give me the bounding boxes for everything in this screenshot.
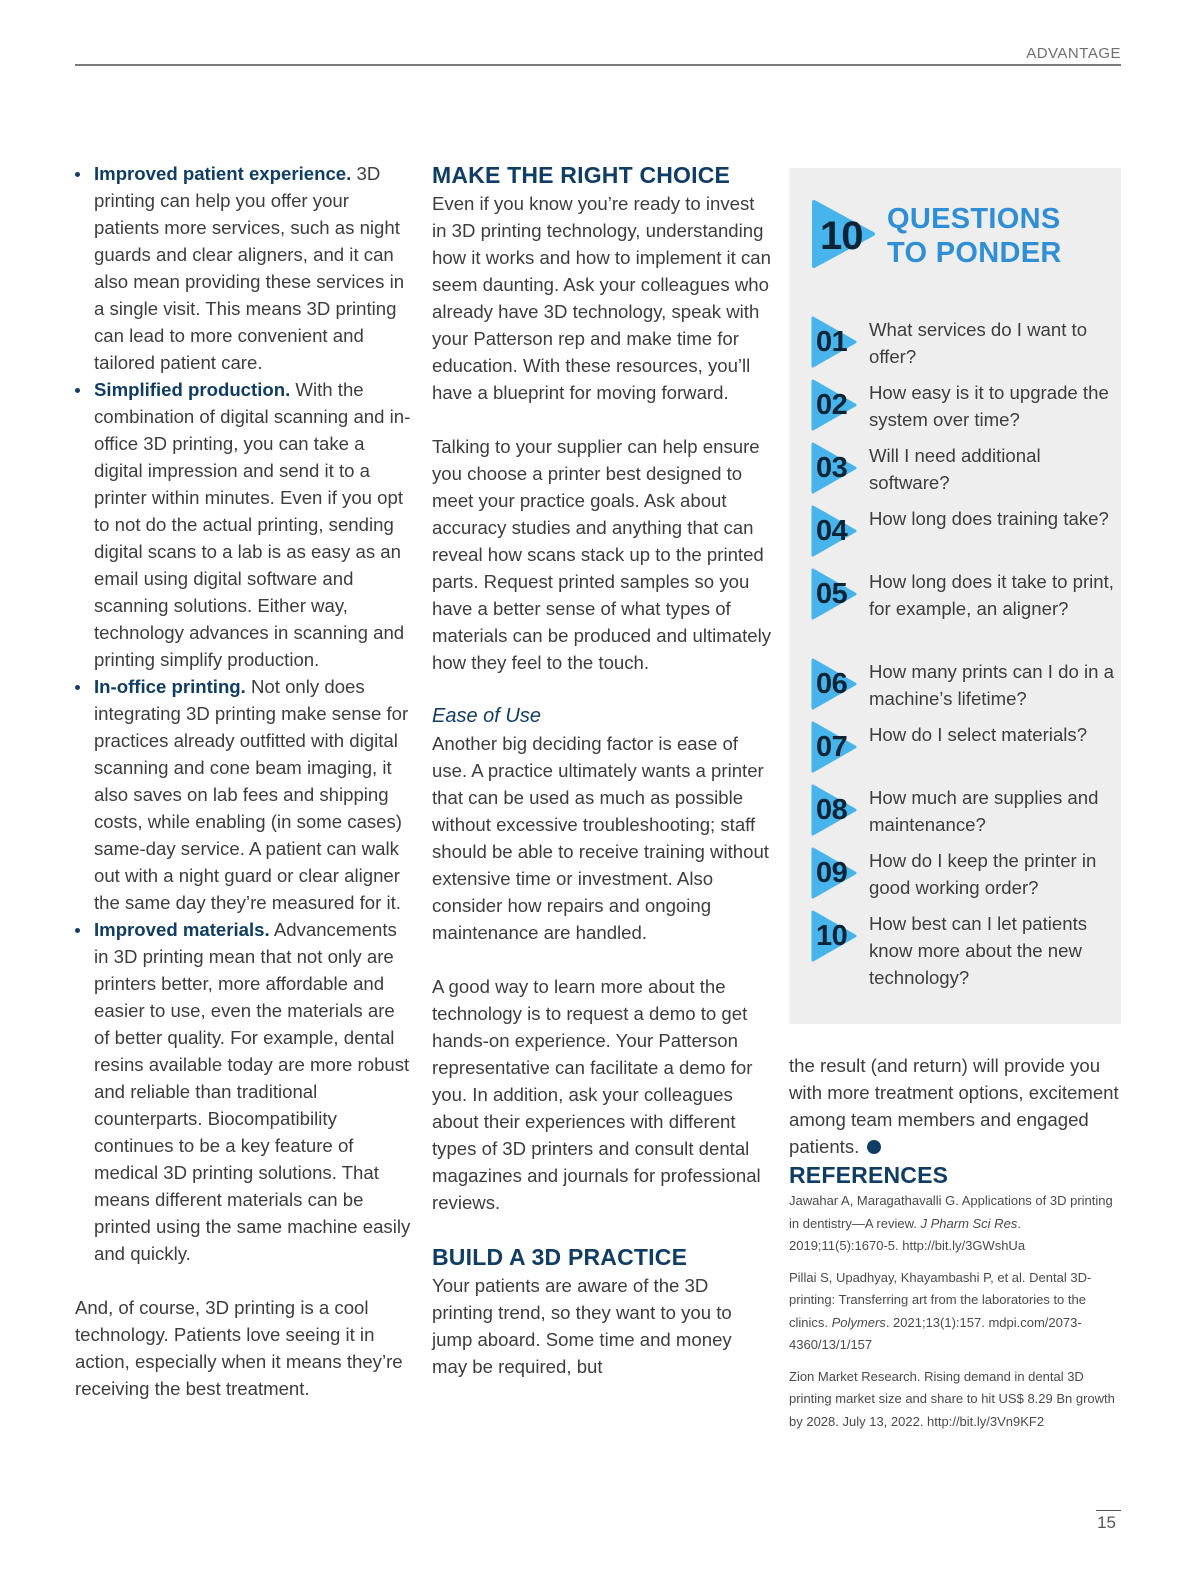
questions-sidebar (789, 168, 1121, 1024)
bullet-lead: Simplified production. (94, 379, 291, 400)
column-2 (432, 160, 772, 1380)
question-text: How many prints can I do in a machine’s lifetime? (869, 661, 1114, 709)
question-text: What services do I want to offer? (869, 319, 1088, 367)
question-number: 02 (816, 389, 848, 421)
reference-item (789, 1190, 1121, 1258)
question-number: 08 (816, 794, 848, 826)
question-badge (811, 784, 857, 836)
reference-text: . 2019;11(5):1670-5. http://bit.ly/3GWshUa (789, 1215, 1026, 1253)
references-heading: REFERENCES (789, 1162, 949, 1188)
reference-text: Zion Market Research. Rising demand in dental 3D printing market size and share to hit US$ 8.29 Bn growth by 2028. July 13, 2022. http://bit.ly/3Vn9KF2 (789, 1368, 1115, 1429)
question-badge (811, 658, 857, 710)
question-badge (811, 379, 857, 431)
question-number: 01 (816, 326, 848, 358)
end-mark-icon (867, 1140, 881, 1154)
bullet-text: With the combination of digital scanning and in-office 3D printing, you can take a digital impression and send it to a printer within minutes. Even if you opt to not do the actual printing, sending digital scans to a lab is as easy as an email using digital software and scanning solutions. Either way, technology advances in scanning and printing simplify production. (94, 379, 411, 670)
question-text: How long does it take to print, for example, an aligner? (869, 571, 1114, 619)
section-label: ADVANTAGE (1026, 45, 1121, 62)
list-item (75, 376, 415, 673)
bullet-lead: In-office printing. (94, 676, 246, 697)
reference-journal: J Pharm Sci Res (920, 1215, 1018, 1231)
reference-journal: Polymers (831, 1314, 886, 1330)
question-badge (811, 910, 857, 962)
question-text: How do I keep the printer in good working order? (869, 850, 1097, 898)
question-text: How best can I let patients know more about the new technology? (869, 913, 1088, 988)
paragraph: A good way to learn more about the technology is to request a demo to get hands-on experience. Your Patterson representative can facilitate a demo for you. In addition, ask your colleagues about their experiences with different types of 3D printers and consult dental magazines and journals for professional reviews. (432, 976, 761, 1213)
header-rule (75, 64, 1121, 66)
question-number: 10 (816, 920, 848, 952)
bullet-text: Advancements in 3D printing mean that not only are printers better, more affordable and easier to use, even the materials are of better quality. For example, dental resins available today are more robust and reliable than traditional counterparts. Biocompatibility continues to be a key feature of medical 3D printing solutions. That means different materials can be printed using the same machine easily and quickly. (94, 919, 411, 1264)
paragraph: Talking to your supplier can help ensure you choose a printer best designed to meet your practice goals. Ask about accuracy studies and anything that can reveal how scans stack up to the printed parts. Request printed samples so you have a better sense of what types of materials can be produced and ultimately how they feel to the touch. (432, 436, 772, 673)
question-badge (811, 505, 857, 557)
bullet-text: 3D printing can help you offer your patients more services, such as night guards and clear aligners, and it can also mean providing these services in a single visit. This means 3D printing can lead to more convenient and tailored patient care. (94, 163, 405, 373)
page-number-rule (1096, 1510, 1121, 1511)
list-item (75, 916, 415, 1267)
list-item (75, 673, 415, 916)
continuation-paragraph (789, 1052, 1121, 1160)
question-text: Will I need additional software? (869, 445, 1041, 493)
reference-text: Jawahar A, Maragathavalli G. Applications of 3D printing in dentistry—A review. (789, 1193, 1113, 1231)
column-1 (75, 160, 415, 1402)
paragraph: Even if you know you’re ready to invest in 3D printing technology, understanding how it works and how to implement it can seem daunting. Ask your colleagues who already have 3D technology, speak with your Patterson rep and make time for education. With these resources, you’ll have a blueprint for moving forward. (432, 193, 771, 403)
reference-item (789, 1366, 1121, 1434)
question-badge (811, 568, 857, 620)
bullet-lead: Improved patient experience. (94, 163, 352, 184)
sidebar-title-line: QUESTIONS (887, 203, 1061, 235)
question-text: How long does training take? (869, 508, 1109, 529)
sidebar-header (811, 200, 1111, 275)
question-badge (811, 721, 857, 773)
heading-make-the-right-choice: MAKE THE RIGHT CHOICE (432, 162, 731, 188)
question-number: 05 (816, 578, 848, 610)
questions-count: 10 (820, 214, 863, 258)
question-badge (811, 442, 857, 494)
page-number: 15 (1097, 1513, 1116, 1532)
reference-text: Pillai S, Upadhyay, Khayambashi P, et al. Dental 3D-printing: Transferring art from the laboratories to the clinics. (789, 1269, 1092, 1330)
subheading-ease-of-use: Ease of Use (432, 705, 541, 727)
column-3 (789, 1052, 1121, 1433)
question-badge (811, 847, 857, 899)
continuation-text: the result (and return) will provide you with more treatment options, excitement among team members and engaged patients. (789, 1055, 1119, 1157)
reference-item (789, 1267, 1121, 1357)
question-text: How easy is it to upgrade the system over time? (869, 382, 1109, 430)
question-text: How much are supplies and maintenance? (869, 787, 1099, 835)
question-badge (811, 316, 857, 368)
reference-text: . 2021;13(1):157. mdpi.com/2073-4360/13/1/157 (789, 1314, 1082, 1352)
question-number: 04 (816, 515, 848, 547)
bullet-lead: Improved materials. (94, 919, 270, 940)
question-number: 06 (816, 668, 848, 700)
benefits-list (75, 160, 415, 1267)
bullet-text: Not only does integrating 3D printing make sense for practices already outfitted with digital scanning and cone beam imaging, it also saves on lab fees and shipping costs, while enabling (in some cases) same-day service. A patient can walk out with a night guard or clear aligner the same day they’re measured for it. (94, 676, 409, 913)
paragraph: Another big deciding factor is ease of use. A practice ultimately wants a printer that can be used as much as possible without excessive troubleshooting; staff should be able to receive training without extensive time or investment. Also consider how repairs and ongoing maintenance are handled. (432, 733, 769, 943)
list-item (75, 160, 415, 376)
question-number: 07 (816, 731, 848, 763)
sidebar-title-line: TO PONDER (887, 237, 1062, 269)
sidebar-title (887, 202, 1062, 270)
paragraph: Your patients are aware of the 3D printing trend, so they want to you to jump aboard. Some time and money may be required, but (432, 1275, 732, 1377)
question-number: 03 (816, 452, 848, 484)
question-text: How do I select materials? (869, 724, 1088, 745)
closing-paragraph: And, of course, 3D printing is a cool technology. Patients love seeing it in action, especially when it means they’re receiving the best treatment. (75, 1297, 403, 1399)
heading-build-a-3d-practice: BUILD A 3D PRACTICE (432, 1244, 688, 1270)
question-number: 09 (816, 857, 848, 889)
